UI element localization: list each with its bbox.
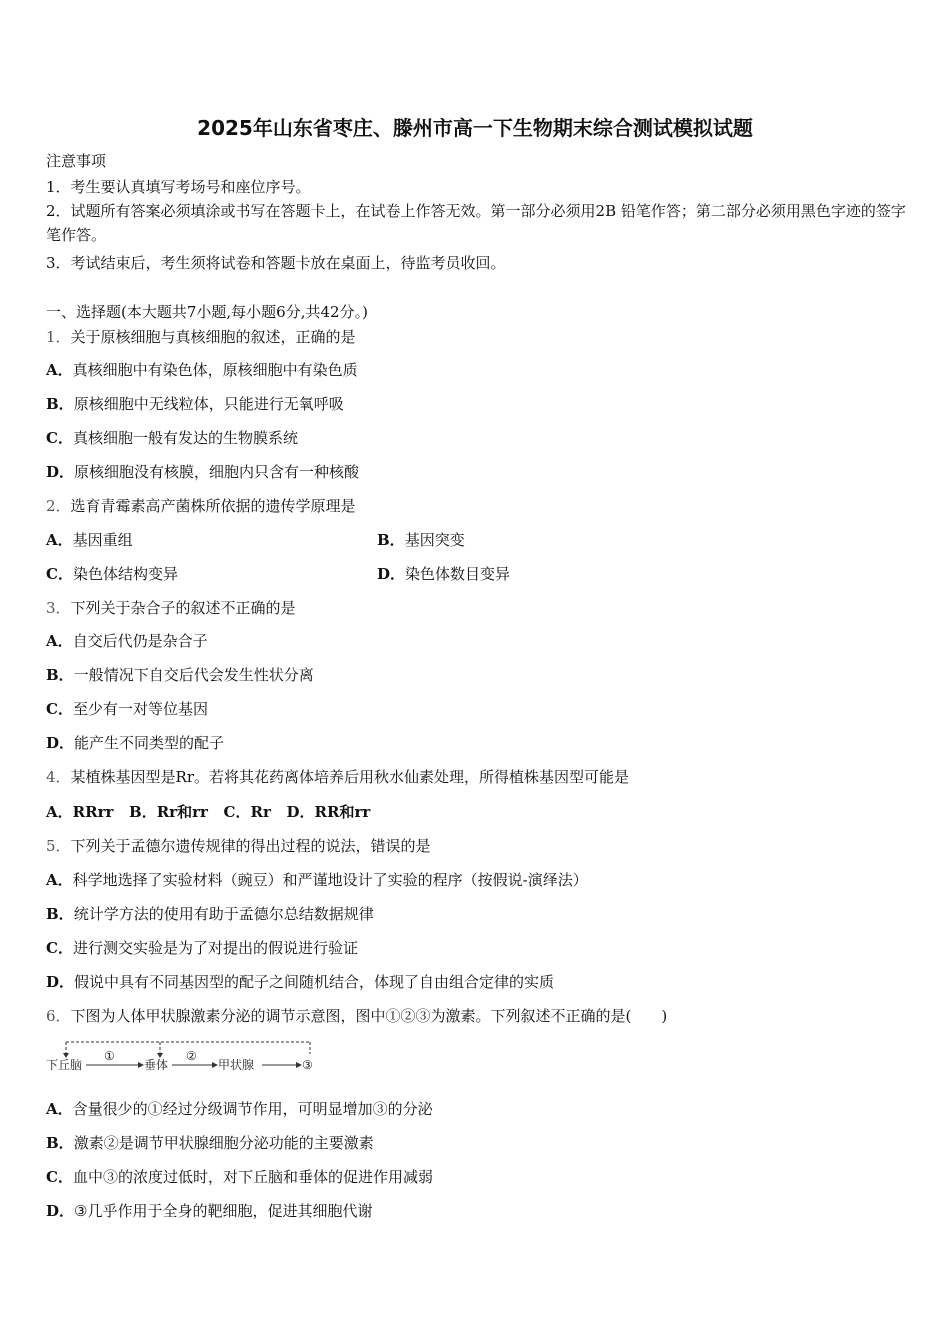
question-stem: 关于原核细胞与真核细胞的叙述，正确的是: [70, 328, 356, 346]
question-number: 2．: [46, 497, 71, 515]
option-1d[interactable]: [46, 463, 359, 481]
option-label: A．: [46, 632, 73, 650]
option-text: 至少有一对等位基因: [72, 700, 208, 718]
option-text: 进行测交实验是为了对提出的假说进行验证: [72, 939, 358, 957]
option-label: B．: [46, 1134, 74, 1152]
node-thyroid: 甲状腺: [218, 1058, 255, 1072]
option-text: 一般情况下自交后代会发生性状分离: [73, 666, 314, 684]
option-text: 血中③的浓度过低时，对下丘脑和垂体的促进作用减弱: [72, 1168, 433, 1186]
option-text: 激素②是调节甲状腺细胞分泌功能的主要激素: [73, 1134, 374, 1152]
node-hormone-3: ③: [302, 1058, 313, 1072]
option-label: D．: [46, 734, 75, 752]
option-1c[interactable]: [46, 429, 298, 447]
question-stem: 下列关于杂合子的叙述不正确的是: [70, 599, 296, 617]
question-5: [46, 837, 431, 855]
option-text: 原核细胞中无线粒体，只能进行无氧呼吸: [73, 395, 344, 413]
option-5b[interactable]: [46, 905, 374, 923]
option-5d[interactable]: [46, 973, 554, 991]
option-label: A．: [46, 871, 73, 889]
option-label: A．: [46, 361, 73, 379]
option-1a[interactable]: [46, 361, 358, 379]
option-text: 含量很少的①经过分级调节作用，可明显增加③的分泌: [72, 1100, 433, 1118]
option-label: D．: [46, 463, 75, 481]
option-3b[interactable]: [46, 666, 314, 684]
option-label: A．: [46, 1100, 73, 1118]
option-3d[interactable]: [46, 734, 224, 752]
option-text: 科学地选择了实验材料（豌豆）和严谨地设计了实验的程序（按假说-演绎法）: [72, 871, 588, 889]
option-2c[interactable]: [46, 565, 178, 583]
question-number: 5．: [46, 837, 71, 855]
node-pituitary: 垂体: [144, 1058, 169, 1072]
option-text: 真核细胞中有染色体，原核细胞中有染色质: [72, 361, 358, 379]
option-label: C．: [46, 429, 73, 447]
option-text: 染色体结构变异: [72, 565, 178, 583]
option-label: C．: [46, 1168, 73, 1186]
question-number: 1．: [46, 328, 71, 346]
arrow-label-1: ①: [104, 1049, 115, 1063]
question-1: [46, 328, 356, 346]
option-text: 能产生不同类型的配子: [74, 734, 225, 752]
question-2: [46, 497, 356, 515]
option-label: C．: [46, 565, 73, 583]
option-text: 假说中具有不同基因型的配子之间随机结合，体现了自由组合定律的实质: [74, 973, 555, 991]
option-text: 自交后代仍是杂合子: [72, 632, 208, 650]
option-3a[interactable]: [46, 632, 208, 650]
option-2a[interactable]: [46, 531, 133, 549]
option-text: 原核细胞没有核膜，细胞内只含有一种核酸: [74, 463, 360, 481]
option-3c[interactable]: [46, 700, 208, 718]
section-heading: 一、选择题(本大题共7小题,每小题6分,共42分。): [46, 303, 368, 321]
question-stem: 下图为人体甲状腺激素分泌的调节示意图，图中①②③为激素。下列叙述不正确的是( ): [70, 1007, 668, 1025]
option-5c[interactable]: [46, 939, 358, 957]
option-6d[interactable]: [46, 1202, 372, 1220]
arrow-label-2: ②: [186, 1049, 197, 1063]
option-label: C．: [46, 939, 73, 957]
question-number: 4．: [46, 768, 71, 786]
option-6b[interactable]: [46, 1134, 374, 1152]
option-label: D．: [46, 1202, 75, 1220]
option-label: D．: [377, 565, 406, 583]
option-label: A．: [46, 531, 73, 549]
option-text: 统计学方法的使用有助于孟德尔总结数据规律: [73, 905, 374, 923]
option-label: B．: [377, 531, 405, 549]
node-hypothalamus: 下丘脑: [46, 1058, 83, 1072]
question-stem: 下列关于孟德尔遗传规律的得出过程的说法，错误的是: [70, 837, 431, 855]
option-text: 基因突变: [404, 531, 465, 549]
option-text: 基因重组: [72, 531, 133, 549]
question-stem: 某植株基因型是Rr。若将其花药离体培养后用秋水仙素处理，所得植株基因型可能是: [70, 768, 630, 786]
question-number: 3．: [46, 599, 71, 617]
option-label: D．: [46, 973, 75, 991]
notice-heading: 注意事项: [46, 152, 107, 170]
option-2b[interactable]: [377, 531, 465, 549]
option-5a[interactable]: [46, 871, 588, 889]
option-6c[interactable]: [46, 1168, 433, 1186]
question-4: [46, 768, 629, 786]
thyroid-regulation-diagram: [44, 1038, 324, 1078]
question-3: [46, 599, 296, 617]
option-1b[interactable]: [46, 395, 344, 413]
notice-item-2: 2．试题所有答案必须填涂或书写在答题卡上，在试卷上作答无效。第一部分必须用2B 铅笔作答；第二部分必须用黑色字迹的签字笔作答。: [46, 202, 906, 244]
option-4-inline[interactable]: A．RRrr B．Rr和rr C．Rr D．RR和rr: [46, 803, 371, 821]
option-text: 真核细胞一般有发达的生物膜系统: [72, 429, 298, 447]
notice-item-1: 1．考生要认真填写考场号和座位序号。: [46, 178, 311, 196]
option-2d[interactable]: [377, 565, 510, 583]
page-title: 2025年山东省枣庄、滕州市高一下生物期末综合测试模拟试题: [197, 116, 753, 140]
option-6a[interactable]: [46, 1100, 433, 1118]
option-text: 染色体数目变异: [405, 565, 511, 583]
option-label: B．: [46, 666, 74, 684]
question-6: [46, 1007, 667, 1025]
option-label: B．: [46, 395, 74, 413]
option-label: C．: [46, 700, 73, 718]
question-stem: 选育青霉素高产菌株所依据的遗传学原理是: [70, 497, 356, 515]
option-label: B．: [46, 905, 74, 923]
question-number: 6．: [46, 1007, 71, 1025]
notice-item-3: 3．考试结束后，考生须将试卷和答题卡放在桌面上，待监考员收回。: [46, 254, 506, 272]
option-text: ③几乎作用于全身的靶细胞，促进其细胞代谢: [74, 1202, 373, 1220]
